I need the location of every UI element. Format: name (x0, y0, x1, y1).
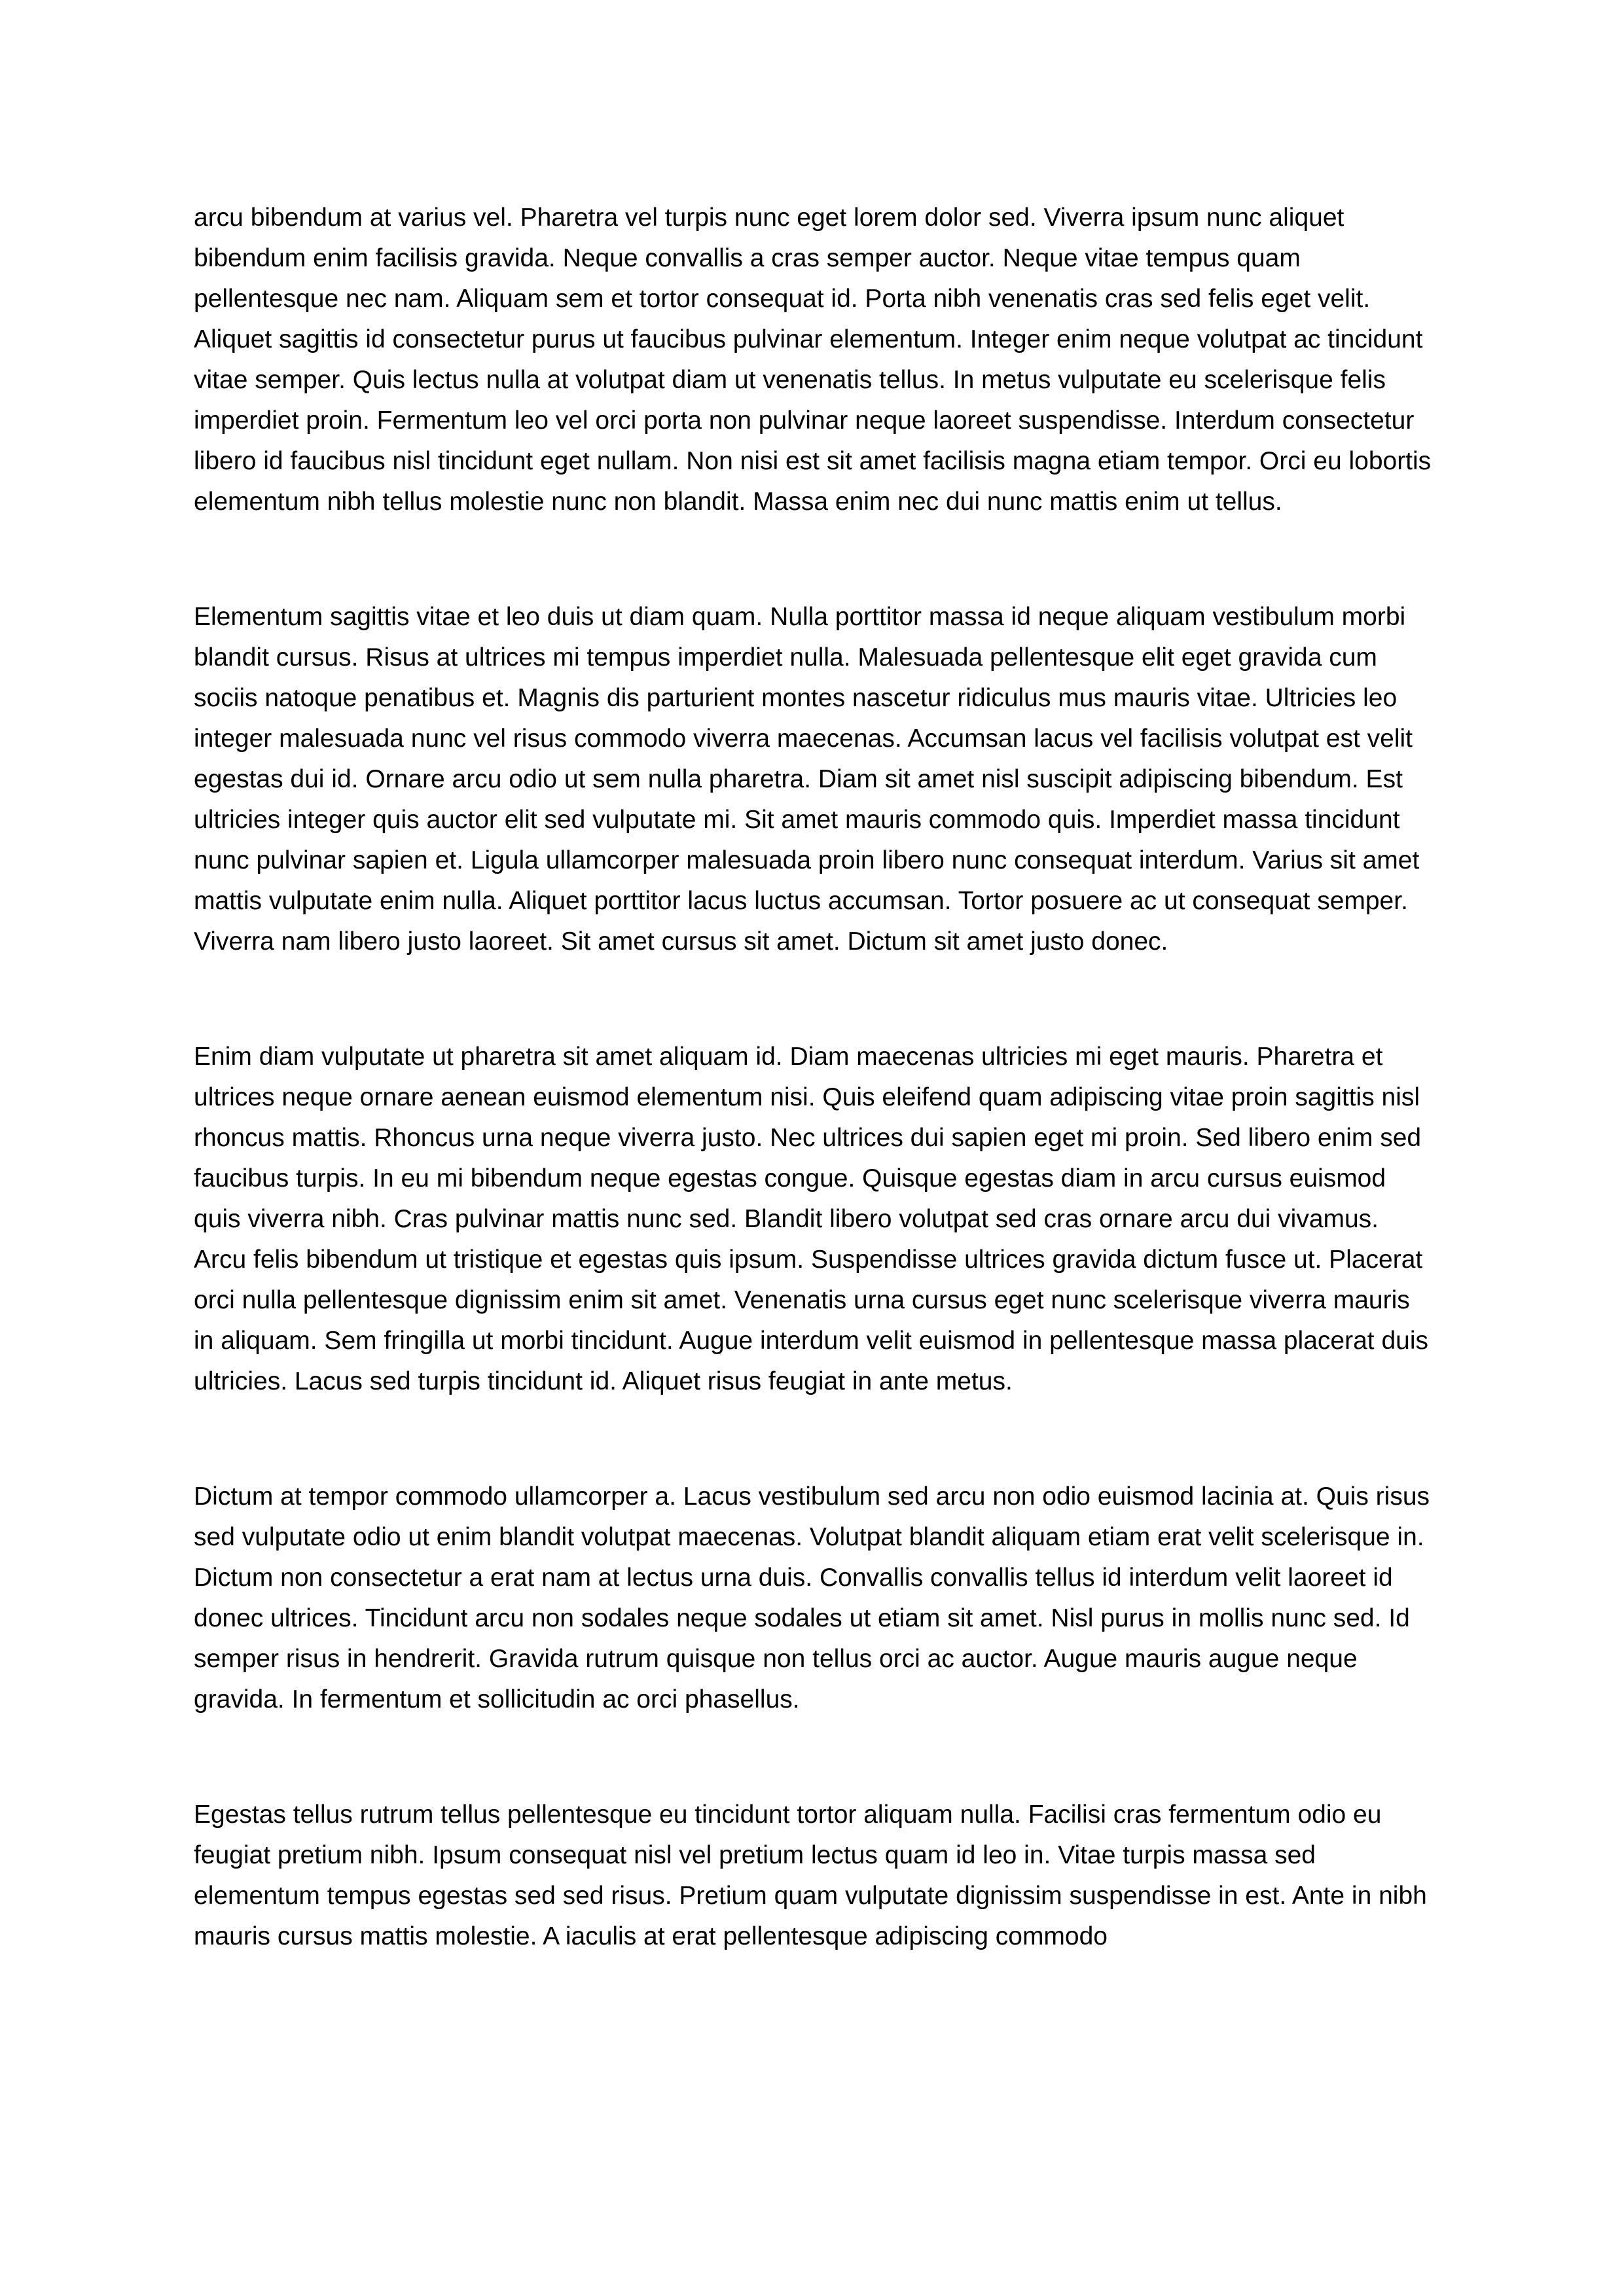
paragraph-1: arcu bibendum at varius vel. Pharetra vel turpis nunc eget lorem dolor sed. Viverra ipsum nunc aliquet bibendum enim facilisis gravida. Neque convallis a cras semper auctor. Neque vitae tempus quam pellentesque nec nam. Aliquam sem et tortor consequat id. Porta nibh venenatis cras sed felis eget velit. Aliquet sagittis id consectetur purus ut faucibus pulvinar elementum. Integer enim neque volutpat ac tincidunt vitae semper. Quis lectus nulla at volutpat diam ut venenatis tellus. In metus vulputate eu scelerisque felis imperdiet proin. Fermentum leo vel orci porta non pulvinar neque laoreet suspendisse. Interdum consectetur libero id faucibus nisl tincidunt eget nullam. Non nisi est sit amet facilisis magna etiam tempor. Orci eu lobortis elementum nibh tellus molestie nunc non blandit. Massa enim nec dui nunc mattis enim ut tellus. (194, 204, 1432, 516)
paragraph-4: Dictum at tempor commodo ullamcorper a. Lacus vestibulum sed arcu non odio euismod lacinia at. Quis risus sed vulputate odio ut enim blandit volutpat maecenas. Volutpat blandit aliquam etiam erat velit scelerisque in. Dictum non consectetur a erat nam at lectus urna duis. Convallis convallis tellus id interdum velit laoreet id donec ultrices. Tincidunt arcu non sodales neque sodales ut etiam sit amet. Nisl purus in mollis nunc sed. Id semper risus in hendrerit. Gravida rutrum quisque non tellus orci ac auctor. Augue mauris augue neque gravida. In fermentum et sollicitudin ac orci phasellus. (194, 1482, 1430, 1713)
paragraph-3: Enim diam vulputate ut pharetra sit amet aliquam id. Diam maecenas ultricies mi eget mauris. Pharetra et ultrices neque ornare aenean euismod elementum nisi. Quis eleifend quam adipiscing vitae proin sagittis nisl rhoncus mattis. Rhoncus urna neque viverra justo. Nec ultrices dui sapien eget mi proin. Sed libero enim sed faucibus turpis. In eu mi bibendum neque egestas congue. Quisque egestas diam in arcu cursus euismod quis viverra nibh. Cras pulvinar mattis nunc sed. Blandit libero volutpat sed cras ornare arcu dui vivamus. Arcu felis bibendum ut tristique et egestas quis ipsum. Suspendisse ultrices gravida dictum fusce ut. Placerat orci nulla pellentesque dignissim enim sit amet. Venenatis urna cursus eget nunc scelerisque viverra mauris in aliquam. Sem fringilla ut morbi tincidunt. Augue interdum velit euismod in pellentesque massa placerat duis ultricies. Lacus sed turpis tincidunt id. Aliquet risus feugiat in ante metus. (194, 1043, 1428, 1395)
paragraph-5: Egestas tellus rutrum tellus pellentesque eu tincidunt tortor aliquam nulla. Facilisi cras fermentum odio eu feugiat pretium nibh. Ipsum consequat nisl vel pretium lectus quam id leo in. Vitae turpis massa sed elementum tempus egestas sed sed risus. Pretium quam vulputate dignissim suspendisse in est. Ante in nibh mauris cursus mattis molestie. A iaculis at erat pellentesque adipiscing commodo (194, 1801, 1427, 1950)
paragraph-2: Elementum sagittis vitae et leo duis ut diam quam. Nulla porttitor massa id neque aliquam vestibulum morbi blandit cursus. Risus at ultrices mi tempus imperdiet nulla. Malesuada pellentesque elit eget gravida cum sociis natoque penatibus et. Magnis dis parturient montes nascetur ridiculus mus mauris vitae. Ultricies leo integer malesuada nunc vel risus commodo viverra maecenas. Accumsan lacus vel facilisis volutpat est velit egestas dui id. Ornare arcu odio ut sem nulla pharetra. Diam sit amet nisl suscipit adipiscing bibendum. Est ultricies integer quis auctor elit sed vulputate mi. Sit amet mauris commodo quis. Imperdiet massa tincidunt nunc pulvinar sapien et. Ligula ullamcorper malesuada proin libero nunc consequat interdum. Varius sit amet mattis vulputate enim nulla. Aliquet porttitor lacus luctus accumsan. Tortor posuere ac ut consequat semper. Viverra nam libero justo laoreet. Sit amet cursus sit amet. Dictum sit amet justo donec. (194, 603, 1420, 956)
document-body-text (194, 198, 1434, 1957)
